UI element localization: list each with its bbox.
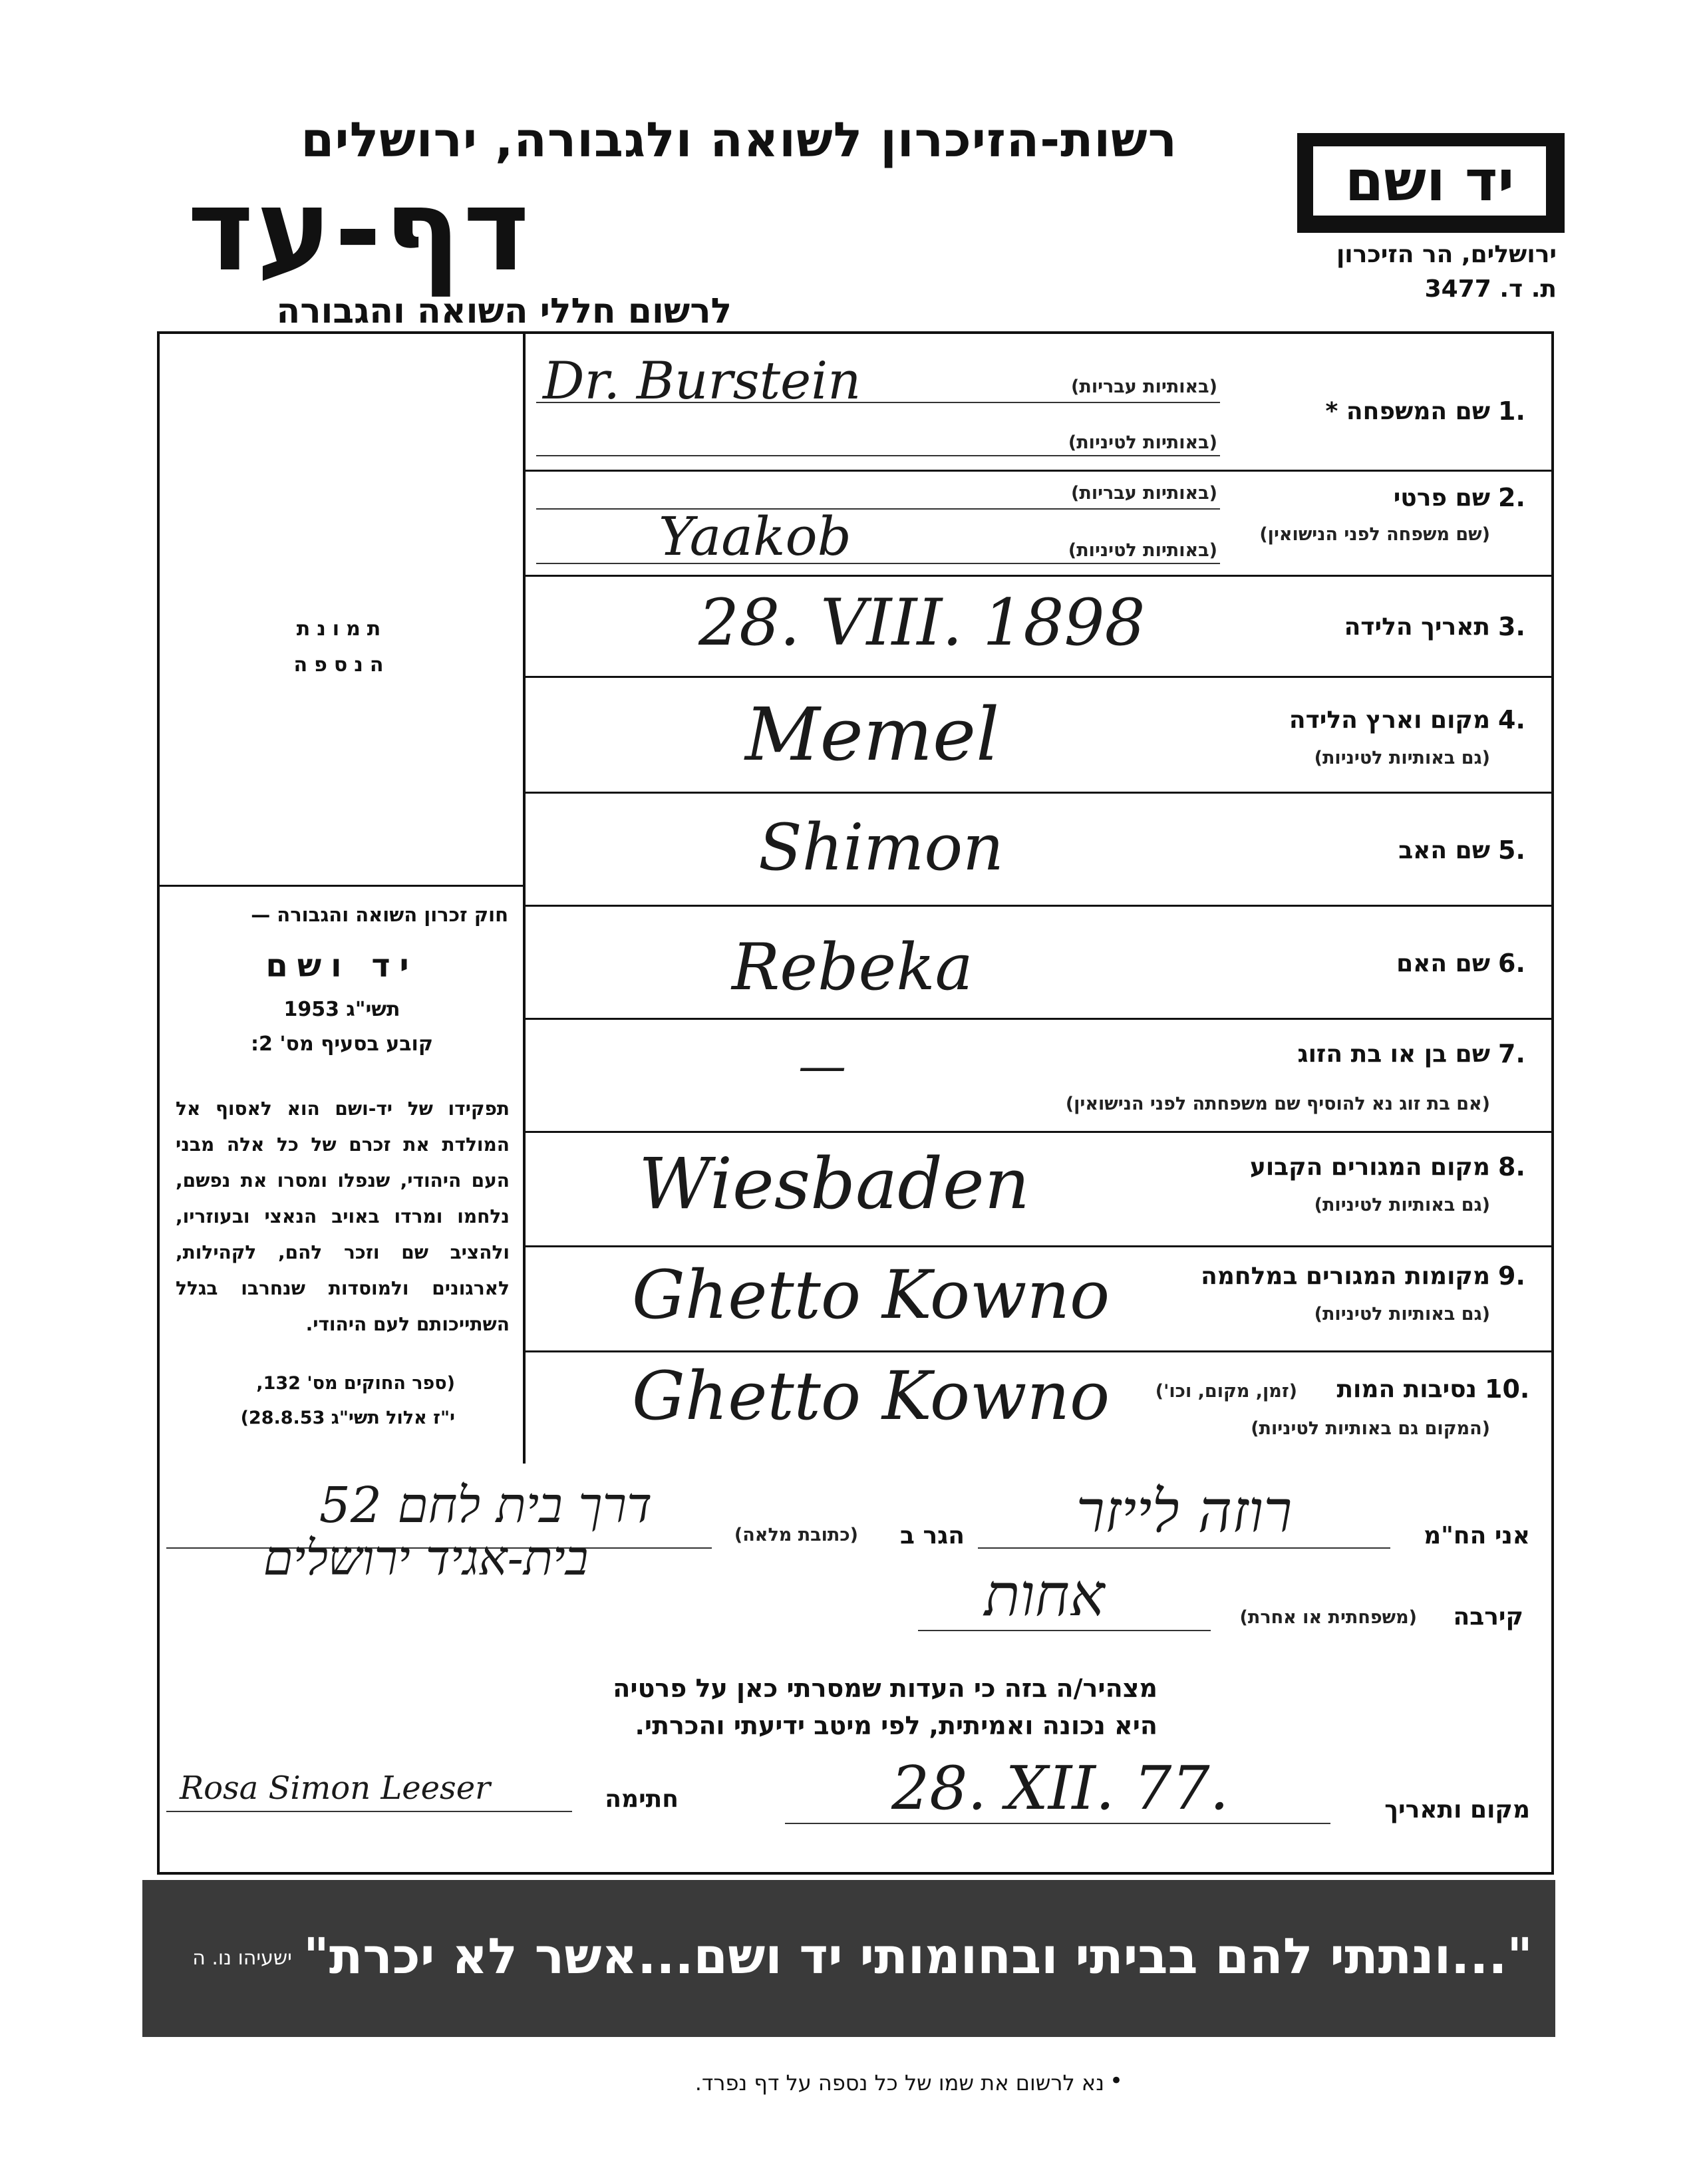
field-1-label: שם המשפחה * [1325, 398, 1490, 425]
authority-title: רשות-הזיכרון לשואה ולגבורה, ירושלים [301, 112, 1177, 168]
declarant-value: רוזה לייזר [1076, 1477, 1293, 1545]
field-9-number: 9. [1498, 1261, 1525, 1291]
field-7-label: שם בן או בת הזוג [1297, 1040, 1490, 1068]
relation-note: (משפחתית או אחרת) [1239, 1607, 1417, 1628]
field-10-value: Ghetto Kowno [632, 1357, 1110, 1435]
form-subtitle: לרשום חללי השואה והגבורה [276, 291, 732, 331]
photo-box-label-1: תמונת [296, 617, 388, 641]
place-date-label: מקום ותאריך [1384, 1796, 1530, 1823]
law-ref-1: (ספר החוקים מס' 132, [256, 1373, 455, 1394]
photo-box-divider [160, 885, 524, 887]
field-2-line-hebrew [536, 508, 1220, 510]
resides-label: הגר ב [900, 1522, 965, 1549]
law-body: תפקידו של יד-ושם הוא לאסוף אל המולדת את זכרם של כל אלה מבני העם היהודי, שנפלו ומסרו את נפשם, נלחמו ומרדו באויב הנאצי ובעוזריו, ולהציב שם וזכר להם, לקהילות, לארגונים ולמוסדות שנחרבו בגלל השתייכותם לעם היהודי. [176, 1098, 510, 1335]
law-title: חוק זכרון השואה והגבורה — [251, 903, 508, 926]
row-divider [523, 1350, 1554, 1352]
field-1-value: Dr. Burstein [543, 351, 861, 411]
field-5-number: 5. [1498, 836, 1525, 865]
field-6-label: שם האם [1396, 950, 1490, 977]
field-3-value: 28. VIII. 1898 [698, 585, 1146, 660]
relation-line [918, 1630, 1211, 1631]
field-1-number: 1. [1498, 396, 1525, 426]
field-7-sublabel: (אם בת זוג נא להוסיף שם משפחתה לפני הנישואין) [1065, 1094, 1490, 1114]
field-6-number: 6. [1498, 949, 1525, 978]
field-2-note-latin: (באותיות לטיניות) [1068, 540, 1217, 561]
address-label: (כתובת מלאה) [734, 1525, 858, 1545]
declarant-label: אני הח"מ [1424, 1522, 1530, 1549]
row-divider [523, 1245, 1554, 1247]
form-title: דף-עד [187, 165, 532, 297]
field-4-label: מקום וארץ הלידה [1289, 706, 1490, 734]
row-divider [523, 792, 1554, 794]
row-divider [523, 905, 1554, 907]
field-4-number: 4. [1498, 705, 1525, 734]
field-3-label: תאריך הלידה [1344, 613, 1490, 641]
field-4-sublabel: (גם באותיות לטיניות) [1314, 748, 1490, 768]
field-7-value: — [798, 1038, 846, 1094]
address-value: דרך בית לחם 52 [319, 1477, 653, 1534]
field-10-label: נסיבות המות [1336, 1376, 1477, 1403]
po-box: ת. ד. 3477 [1424, 275, 1557, 303]
field-1-note-latin: (באותיות לטיניות) [1068, 432, 1217, 453]
address: ירושלים, הר הזיכרון [1336, 241, 1557, 268]
footnote: נא לרשום את שמו של כל נספה על דף נפרד. [694, 2070, 1104, 2096]
field-2-label: שם פרטי [1393, 484, 1490, 512]
address-value-2: בית-אגיד ירושלים [263, 1530, 589, 1586]
field-8-value: Wiesbaden [639, 1143, 1030, 1225]
field-2-number: 2. [1498, 483, 1525, 512]
field-2-line-latin [536, 563, 1220, 564]
field-2-sublabel: (שם משפחה לפני הנישואין) [1259, 524, 1490, 545]
field-9-value: Ghetto Kowno [632, 1256, 1110, 1334]
photo-box-label-2: הנספה [293, 653, 390, 677]
field-7-number: 7. [1498, 1039, 1525, 1068]
row-divider [523, 676, 1554, 678]
quote-banner [142, 1880, 1555, 2037]
field-8-sublabel: (גם באותיות לטיניות) [1314, 1195, 1490, 1215]
field-1-note-hebrew: (באותיות עבריות) [1071, 377, 1217, 397]
row-divider [523, 1131, 1554, 1133]
field-9-sublabel: (גם באותיות לטיניות) [1314, 1304, 1490, 1325]
field-10-number: 10. [1485, 1374, 1530, 1404]
field-5-value: Shimon [758, 810, 1004, 885]
row-divider [523, 470, 1554, 472]
signature-line [166, 1811, 572, 1812]
field-10-label-extra: (זמן, מקום, וכו') [1155, 1381, 1297, 1402]
row-divider [523, 575, 1554, 577]
relation-label: קירבה [1453, 1603, 1523, 1631]
field-6-value: Rebeka [732, 930, 973, 1005]
declaration-statement-1: מצהיר/ה בזה כי העדות שמסרתי כאן על פרטיה [613, 1674, 1157, 1703]
law-name: יד ושם [265, 947, 418, 985]
field-4-value: Memel [745, 692, 1000, 777]
banner-quote: "...ונתתי להם בביתי ובחומותי יד ושם...אשר לא יכרת" [303, 1928, 1533, 1985]
column-divider [523, 333, 526, 1464]
field-3-number: 3. [1498, 612, 1525, 641]
field-9-label: מקומות המגורים במלחמה [1201, 1263, 1490, 1290]
logo-text: יד ושם [1313, 146, 1546, 216]
footnote-bullet: • [1110, 2068, 1124, 2094]
relation-value: אחות [984, 1561, 1105, 1629]
row-divider [523, 1018, 1554, 1020]
signature-value: Rosa Simon Leeser [180, 1770, 491, 1807]
field-5-label: שם האב [1398, 837, 1490, 864]
banner-source: ישעיהו נו. ה [192, 1947, 292, 1970]
field-1-line-latin [536, 455, 1220, 456]
declaration-statement-2: היא נכונה ואמיתית, לפי מיטב ידיעתי והכרתי. [635, 1711, 1157, 1740]
declarant-line [978, 1547, 1390, 1549]
signature-label: חתימה [605, 1786, 679, 1813]
law-ref-2: י"ז אלול תשי"ג 28.8.53) [240, 1408, 455, 1428]
field-10-sublabel: (המקום גם באותיות לטיניות) [1251, 1418, 1490, 1439]
yad-vashem-logo [1297, 133, 1565, 233]
field-8-label: מקום המגורים הקבוע [1249, 1154, 1490, 1181]
field-2-note-hebrew: (באותיות עבריות) [1071, 483, 1217, 504]
field-2-value: Yaakob [659, 506, 851, 567]
place-date-value: 28. XII. 77. [891, 1754, 1229, 1823]
field-8-number: 8. [1498, 1152, 1525, 1181]
law-year: תשי"ג 1953 [283, 998, 400, 1021]
law-section: קובע בסעיף מס' 2: [251, 1032, 433, 1056]
